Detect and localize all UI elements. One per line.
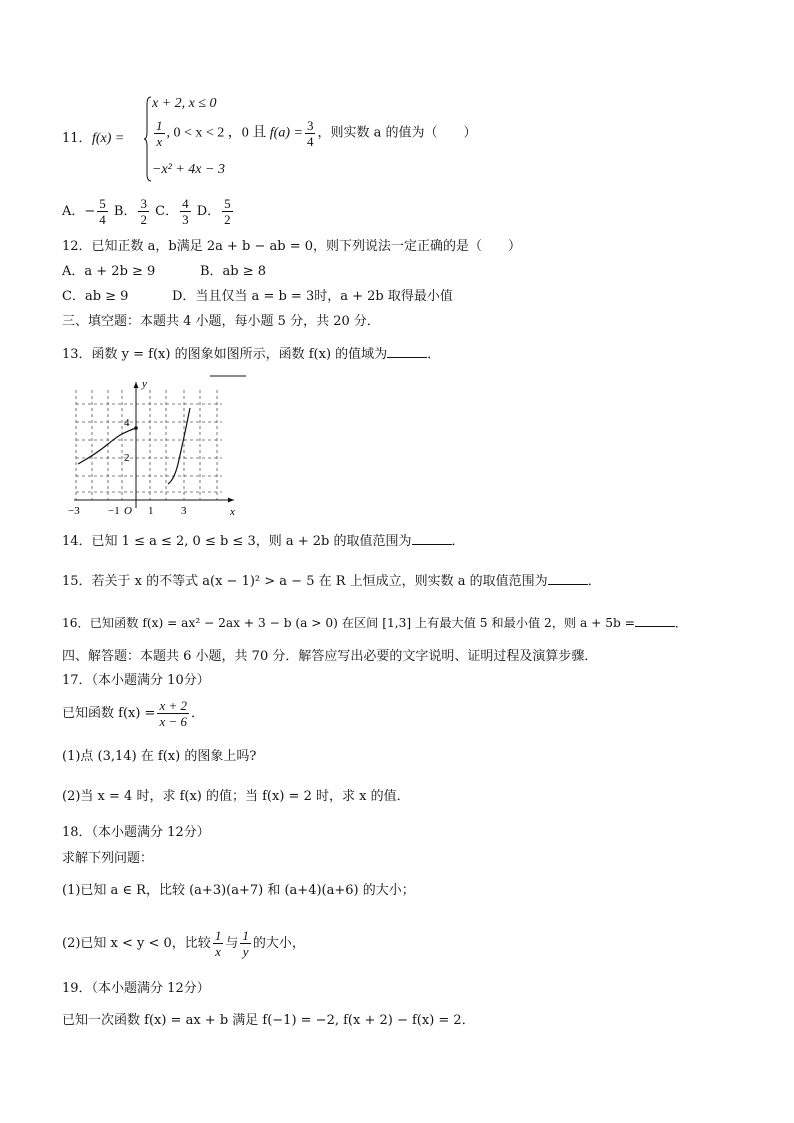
q11-case2-den: x	[156, 134, 163, 149]
q11-tail: ，则实数 a 的值为（ ）	[317, 125, 477, 141]
y-tick-4: 4	[124, 417, 130, 429]
q18-heading: 18．（本小题满分 12分）	[62, 825, 210, 840]
q17-part-1: (1)点 (3,14) 在 f(x) 的图象上吗?	[62, 749, 257, 764]
x-tick-minus-3: −3	[68, 505, 80, 517]
x-tick-1: 1	[148, 505, 154, 517]
q11-number: 11．	[62, 131, 92, 146]
q11-option-b: B． $\frac{3}{2}$	[113, 196, 147, 227]
q11-case2-num: 1	[156, 118, 163, 133]
section-3-heading: 三、填空题：本题共 4 小题，每小题 5 分，共 20 分．	[62, 314, 380, 329]
curve-right-segment	[168, 408, 190, 484]
q13-stem: 13．函数 y = f(x) 的图象如图所示，函数 f(x) 的值域为 ．	[62, 347, 441, 362]
answer-blank	[412, 532, 452, 545]
answer-blank	[548, 572, 588, 585]
grid-lines	[76, 390, 222, 500]
x-axis-arrow-icon	[228, 498, 234, 503]
origin-label: O	[124, 505, 132, 517]
left-segment-endpoint	[134, 426, 138, 430]
piecewise-brace	[144, 96, 152, 182]
q19-heading: 19．（本小题满分 12分）	[62, 981, 210, 996]
q11-case3: −x² + 4x − 3	[152, 162, 225, 177]
q11-cond: f(a) =	[269, 125, 303, 141]
q11-case2	[152, 118, 476, 149]
y-axis-arrow-icon	[134, 382, 139, 388]
q13-stem-text: 13．函数 y = f(x) 的图象如图所示，函数 f(x) 的值域为	[62, 347, 388, 362]
q11-case1: x + 2, x ≤ 0	[152, 96, 217, 111]
y-tick-2: 2	[124, 452, 130, 464]
q11-cond-den: 4	[306, 134, 314, 149]
q11-option-a: A．− $\frac{5}{4}$	[62, 196, 106, 227]
q16-stem-text: 16．已知函数 f(x) = ax² − 2ax + 3 − b (a > 0) 在区间 [1,3] 上有最大值 5 和最小值 2，则 a + 5b =	[62, 616, 635, 630]
q18-intro: 求解下列问题：	[62, 851, 154, 866]
q14-stem-text: 14．已知 1 ≤ a ≤ 2, 0 ≤ b ≤ 3，则 a + 2b 的取值范围为	[62, 534, 412, 549]
q17-frac-num: x + 2	[159, 698, 187, 713]
y-axis-label: y	[142, 378, 147, 390]
q11-options	[62, 196, 235, 227]
q13-graph	[62, 368, 252, 518]
q16-stem: 16．已知函数 f(x) = ax² − 2ax + 3 − b (a > 0) 在区间 [1,3] 上有最大值 5 和最小值 2，则 a + 5b = ．	[62, 616, 688, 630]
q17-frac-den: x − 6	[159, 714, 187, 729]
q17-given: 已知函数 f(x) = $\frac{x + 2}{x - 6}$ ．	[62, 698, 205, 729]
section-4-heading: 四、解答题：本题共 6 小题，共 70 分．解答应写出必要的文字说明、证明过程及演算步骤．	[62, 649, 598, 664]
q17-heading: 17．（本小题满分 10分）	[62, 673, 210, 688]
q19-stem: 已知一次函数 f(x) = ax + b 满足 f(−1) = −2, f(x + 2) − f(x) = 2．	[62, 1013, 475, 1028]
answer-blank	[387, 345, 427, 358]
q18-part-1: (1)已知 a ∈ R，比较 (a+3)(a+7) 和 (a+4)(a+6) 的大小；	[62, 883, 415, 898]
q15-stem-text: 15．若关于 x 的不等式 a(x − 1)² > a − 5 在 R 上恒成立，则实数 a 的取值范围为	[62, 574, 548, 589]
q11-option-c: C． $\frac{4}{3}$	[155, 196, 189, 227]
q17-part-2: (2)当 x = 4 时，求 f(x) 的值；当 f(x) = 2 时，求 x 的值．	[62, 789, 410, 804]
x-axis-label: x	[230, 506, 235, 518]
x-tick-minus-1: −1	[108, 505, 120, 517]
q11-lhs: f(x) =	[92, 131, 125, 146]
q11-cond-num: 3	[306, 118, 314, 133]
q12-stem: 12．已知正数 a，b满足 2a + b − ab = 0，则下列说法一定正确的是（ ）	[62, 239, 522, 254]
q18-part-2: (2)已知 x < y < 0，比较 $\frac{1}{x}$ 与 $\frac{1}{y}$ 的大小，	[62, 928, 305, 959]
q15-stem: 15．若关于 x 的不等式 a(x − 1)² > a − 5 在 R 上恒成立，则实数 a 的取值范围为 ．	[62, 574, 601, 589]
q12-option-b: B．ab ≥ 8	[200, 264, 267, 279]
q11-case2-rest: , 0 < x < 2 ，0 且	[166, 125, 267, 141]
x-tick-3: 3	[181, 505, 187, 517]
answer-blank	[635, 614, 675, 627]
q11-option-d: D． $\frac{5}{2}$	[196, 196, 231, 227]
q14-stem: 14．已知 1 ≤ a ≤ 2, 0 ≤ b ≤ 3，则 a + 2b 的取值范围为 ．	[62, 534, 465, 549]
q12-option-d: D．当且仅当 a = b = 3时，a + 2b 取得最小值	[172, 289, 453, 304]
q12-option-c: C．ab ≥ 9	[62, 289, 129, 304]
q12-option-a: A．a + 2b ≥ 9	[62, 264, 156, 279]
